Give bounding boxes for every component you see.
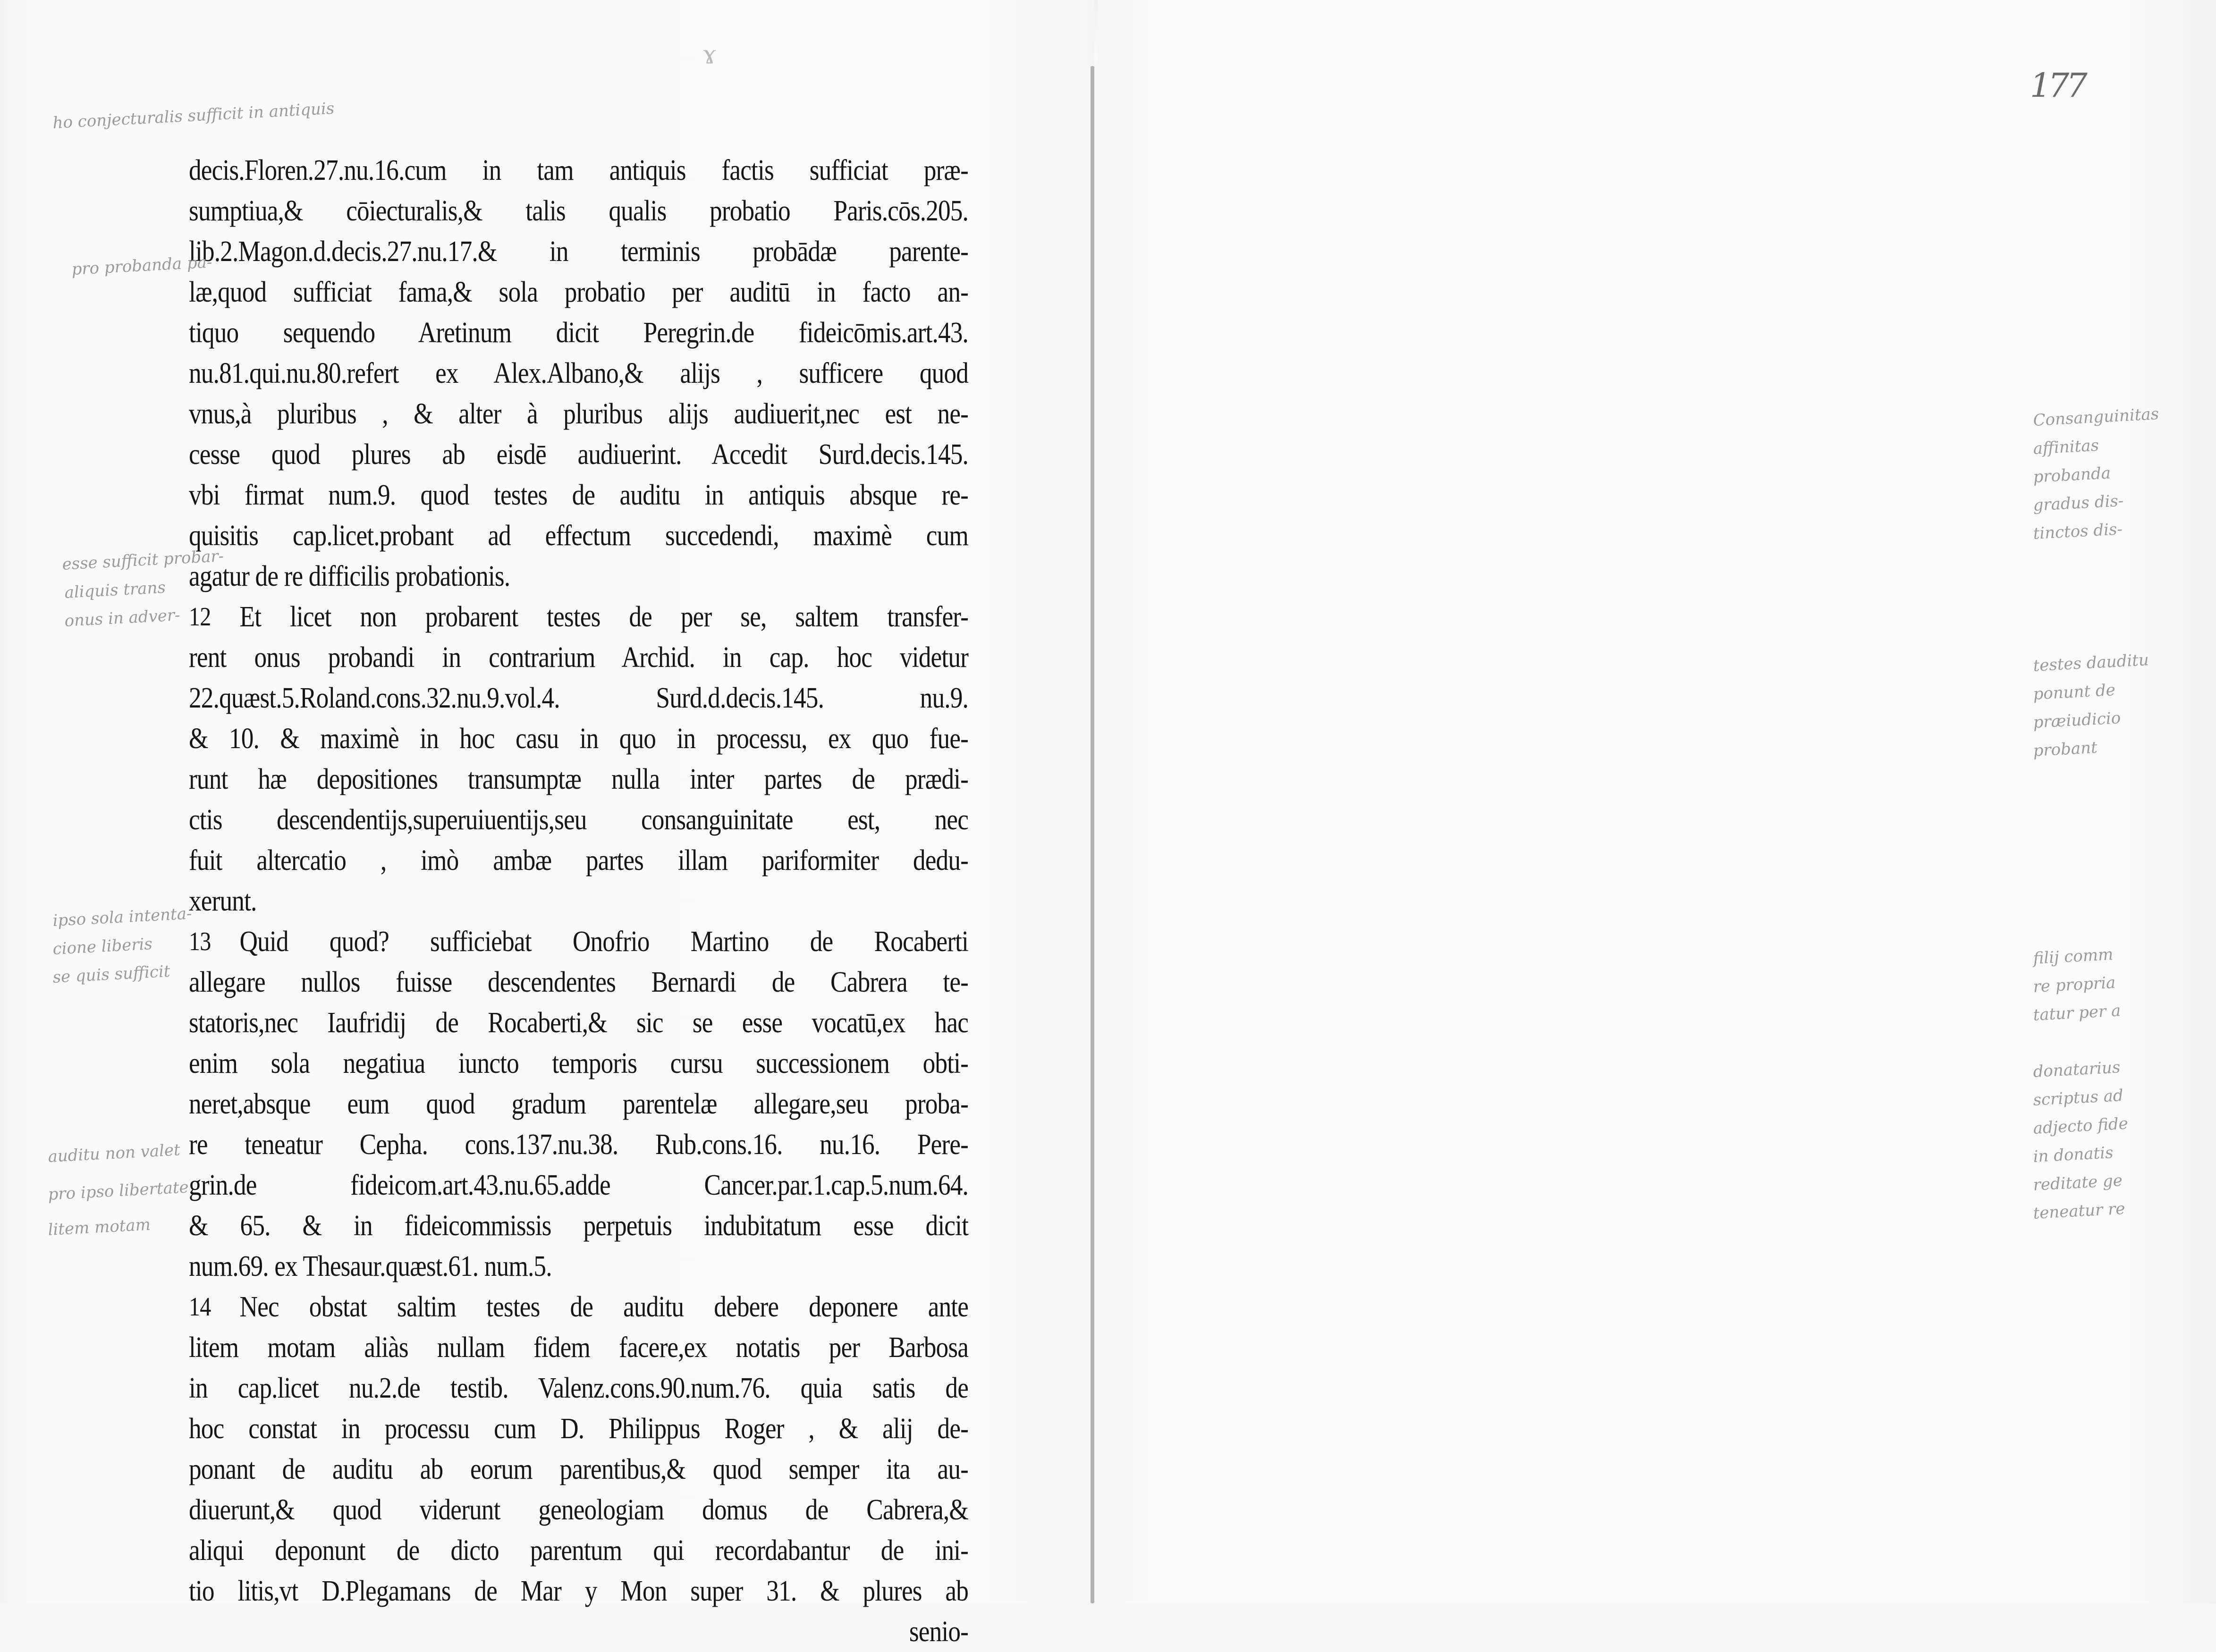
text-line: agatur de re difficilis probationis. [189,560,510,592]
text-line: ponant de auditu ab eorum parentibus,& quod semper ita au- [189,1453,969,1485]
handwritten-margin-note: probant [2032,738,2098,760]
handwritten-margin-note: pro probanda pa- [71,253,213,279]
handwritten-margin-note: pro ipso libertate [47,1178,189,1204]
paragraph-number: 14 [189,1292,211,1322]
text-line: rent onus probandi in contrarium Archid. in cap. hoc videtur [189,641,969,674]
handwritten-margin-note: ho conjecturalis sufficit in antiquis [52,99,335,133]
left-text-block [189,150,970,1652]
text-line: allegare nullos fuisse descendentes Bernardi de Cabrera te- [189,966,969,998]
handwritten-margin-note: reditate ge [2032,1171,2123,1195]
left-page [0,0,1094,1648]
text-line: hoc constat in processu cum D. Philippus Roger , & alij de- [189,1413,969,1445]
handwritten-margin-note: in donatis [2032,1143,2114,1166]
handwritten-margin-note: donatarius [2032,1058,2121,1081]
paragraph-text: Nec obstat saltim testes de auditu debere deponere ante [239,1291,969,1323]
handwritten-margin-note: onus in adver- [64,606,181,631]
gutter-fold [1091,66,1094,1603]
text-line: num.69. ex Thesaur.quæst.61. num.5. [189,1250,552,1282]
paragraph-start-line [189,597,968,637]
text-line: runt hæ depositiones transumptæ nulla inter partes de prædi- [189,763,969,795]
ink-mark: ɤ [703,38,716,69]
paragraph-start-line [189,1287,968,1327]
text-line: grin.de fideicom.art.43.nu.65.adde Cancer.par.1.cap.5.num.64. [189,1169,969,1201]
handwritten-margin-note: ponunt de [2032,680,2116,704]
handwritten-margin-note: adjecto fide [2032,1114,2129,1138]
handwritten-margin-note: præiudicio [2032,708,2122,732]
paragraph-number: 13 [189,927,211,956]
text-line: læ,quod sufficiat fama,& sola probatio per auditū in facto an- [189,276,969,308]
text-line: fuit altercatio , imò ambæ partes illam pariformiter dedu- [189,844,969,877]
text-line: ctis descendentijs,superuiuentijs,seu consanguinitate est, nec [189,804,969,836]
text-line: quisitis cap.licet.probant ad effectum succedendi, maximè cum [189,520,969,552]
handwritten-margin-note: tatur per a [2032,1001,2122,1025]
handwritten-margin-note: testes dauditu [2032,650,2149,675]
text-line: cesse quod plures ab eisdē audiuerint. Accedit Surd.decis.145. [189,438,969,471]
text-line: 22.quæst.5.Roland.cons.32.nu.9.vol.4. Surd.d.decis.145. nu.9. [189,682,969,714]
paragraph-number: 12 [189,602,211,632]
text-line: diuerunt,& quod viderunt geneologiam domus de Cabrera,& [189,1494,969,1526]
text-line: statoris,nec Iaufridij de Rocaberti,& sic se esse vocatū,ex hac [189,1007,969,1039]
handwritten-margin-note: gradus dis- [2032,491,2124,515]
handwritten-margin-note: teneatur re [2032,1199,2126,1223]
handwritten-margin-note: Consanguinitas [2032,405,2159,430]
folio-number: 177 [2030,66,2085,105]
handwritten-margin-note: auditu non valet [47,1140,181,1166]
paragraph-text: Quid quod? sufficiebat Onofrio Martino de Rocaberti [239,926,969,958]
handwritten-margin-note: filij comm [2032,945,2114,968]
handwritten-margin-note: tinctos dis- [2032,520,2123,543]
catchword: senio- [909,1616,969,1648]
handwritten-margin-note: ipso sola intenta- [52,904,193,930]
text-line: aliqui deponunt de dicto parentum qui recordabantur de ini- [189,1534,969,1567]
handwritten-margin-note: cione liberis [52,934,153,959]
text-line: lib.2.Magon.d.decis.27.nu.17.& in terminis probādæ parente- [189,236,969,268]
handwritten-margin-note: probanda [2032,464,2111,487]
text-line: vbi firmat num.9. quod testes de auditu in antiquis absque re- [189,479,969,511]
text-line: enim sola negatiua iuncto temporis cursu successionem obti- [189,1047,969,1079]
text-line: & 65. & in fideicommissis perpetuis indubitatum esse dicit [189,1210,969,1242]
text-line: decis.Floren.27.nu.16.cum in tam antiquis factis sufficiat præ- [189,154,969,186]
text-line: tiquo sequendo Aretinum dicit Peregrin.de fideicōmis.art.43. [189,317,969,349]
handwritten-margin-note: aliquis trans [64,578,166,602]
text-line: re teneatur Cepha. cons.137.nu.38. Rub.cons.16. nu.16. Pere- [189,1129,969,1161]
paragraph-start-line [189,921,968,962]
text-line: sumptiua,& cōiecturalis,& talis qualis probatio Paris.cōs.205. [189,195,969,227]
handwritten-margin-note: affinitas [2032,436,2099,458]
text-line: in cap.licet nu.2.de testib. Valenz.cons.90.num.76. quia satis de [189,1372,969,1404]
text-line: & 10. & maximè in hoc casu in quo in processu, ex quo fue- [189,723,969,755]
text-line: neret,absque eum quod gradum parentelæ allegare,seu proba- [189,1088,969,1120]
handwritten-margin-note: scriptus ad [2032,1086,2124,1110]
text-line: nu.81.qui.nu.80.refert ex Alex.Albano,& alijs , sufficere quod [189,357,969,389]
paragraph-text: Et licet non probarent testes de per se, saltem transfer- [239,601,969,633]
handwritten-margin-note: re propria [2032,973,2116,996]
handwritten-margin-note: esse sufficit probar- [61,547,225,574]
text-line: tio litis,vt D.Plegamans de Mar y Mon super 31. & plures ab [189,1575,969,1607]
handwritten-margin-note: litem motam [47,1215,151,1239]
right-page [1098,0,2216,1603]
handwritten-margin-note: se quis sufficit [52,961,171,987]
text-line: litem motam aliàs nullam fidem facere,ex notatis per Barbosa [189,1332,969,1364]
text-line: vnus,à pluribus , & alter à pluribus alijs audiuerit,nec est ne- [189,398,969,430]
text-line: xerunt. [189,885,257,917]
